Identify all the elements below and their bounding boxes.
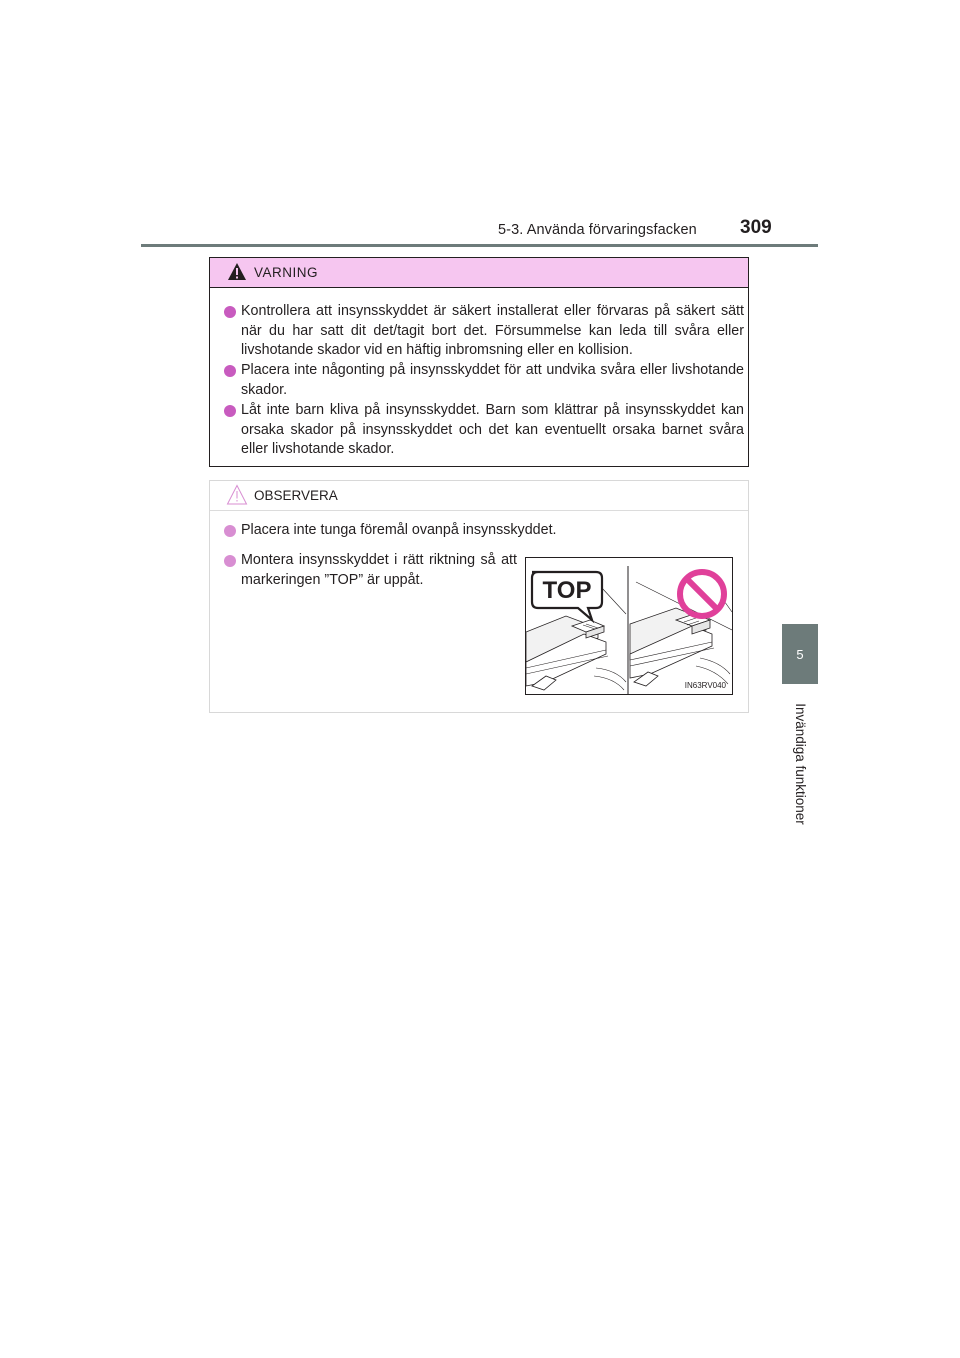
tonneau-cover-drawing (526, 558, 733, 695)
warning-item-text: Kontrollera att insynsskyddet är säkert installerat eller förvaras på säkert sätt när du har satt dit det/tagit bort det. Försummelse kan leda till svåra eller livshotande skador vid en häftig inbromsning eller en kollision. (241, 303, 744, 358)
bullet-icon (224, 306, 236, 318)
notice-item-text: Montera insynsskyddet i rätt riktning så att markeringen ”TOP” är uppåt. (241, 552, 517, 588)
notice-item (224, 521, 724, 541)
warning-item (224, 361, 744, 400)
bullet-icon (224, 525, 236, 537)
notice-triangle-icon (226, 484, 248, 506)
prohibited-icon (680, 572, 724, 616)
notice-title: OBSERVERA (254, 488, 338, 503)
notice-item (224, 551, 517, 590)
warning-item (224, 302, 744, 361)
chapter-label: Invändiga funktioner (793, 703, 808, 825)
warning-item-text: Placera inte någonting på insynsskyddet för att undvika svåra eller livshotande skador. (241, 362, 744, 398)
warning-box (209, 257, 749, 467)
notice-divider (210, 510, 748, 511)
warning-title: VARNING (254, 265, 319, 280)
top-callout-text: TOP (542, 577, 592, 604)
header-rule (141, 244, 818, 247)
tonneau-cover-illustration (525, 557, 733, 695)
page-number: 309 (740, 217, 772, 238)
bullet-icon (224, 405, 236, 417)
warning-header (210, 258, 748, 288)
section-title: 5-3. Använda förvaringsfacken (498, 222, 697, 238)
bullet-icon (224, 365, 236, 377)
warning-triangle-icon (227, 262, 247, 282)
warning-item (224, 401, 744, 460)
warning-item-text: Låt inte barn kliva på insynsskyddet. Barn som klättrar på insynsskyddet kan orsaka skador på insynsskyddet och det kan eventuellt orsaka barnet svåra eller livshotande skador. (241, 402, 744, 457)
image-code: IN63RV040 (684, 681, 726, 690)
notice-item-text: Placera inte tunga föremål ovanpå insynsskyddet. (241, 522, 557, 538)
bullet-icon (224, 555, 236, 567)
chapter-number: 5 (796, 646, 804, 662)
